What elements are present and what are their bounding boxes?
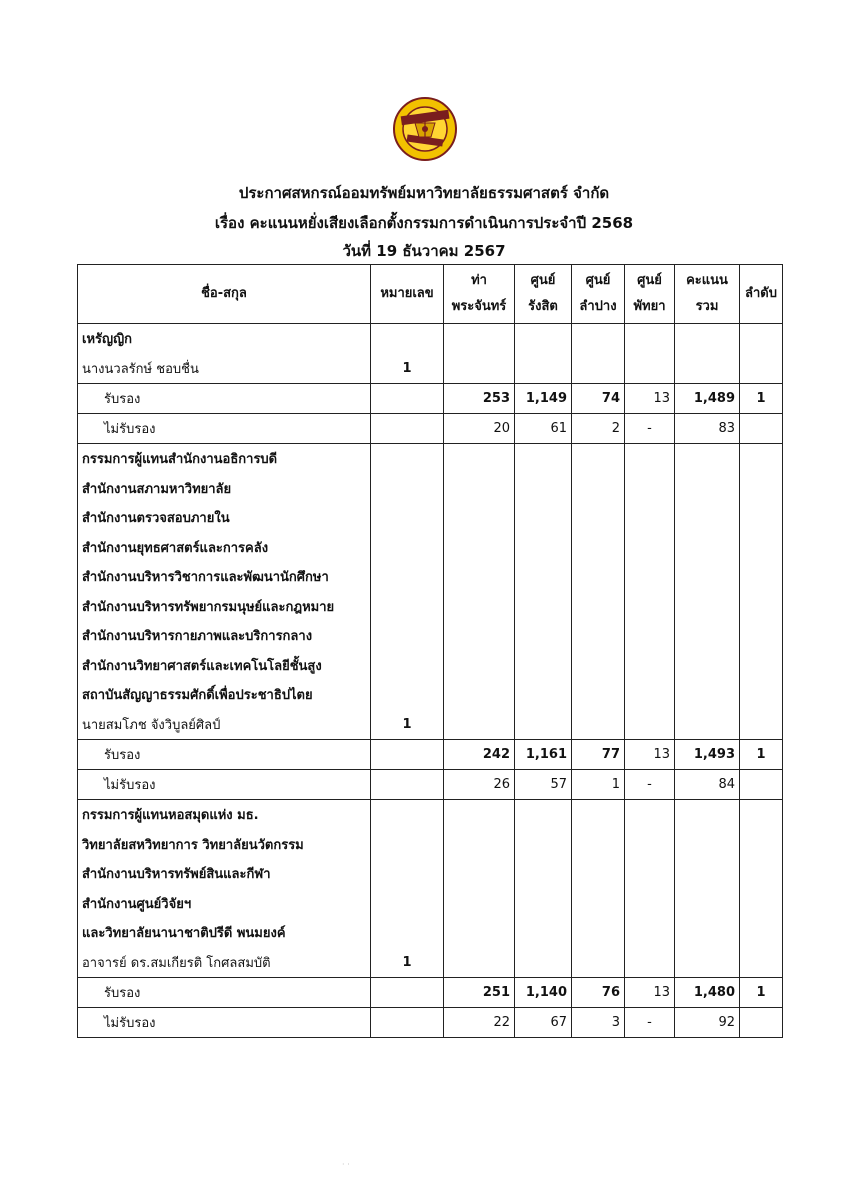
empty-cell bbox=[675, 710, 740, 740]
empty-cell bbox=[740, 503, 783, 533]
empty-cell bbox=[625, 444, 675, 474]
empty-cell bbox=[444, 592, 515, 622]
category-label: สำนักงานศูนย์วิจัยฯ bbox=[78, 889, 371, 919]
lampang-value: 2 bbox=[572, 414, 625, 444]
pattaya-value: 13 bbox=[625, 384, 675, 414]
empty-cell bbox=[675, 562, 740, 592]
empty-cell bbox=[371, 414, 444, 444]
disapprove-label: ไม่รับรอง bbox=[78, 1008, 371, 1038]
empty-cell bbox=[572, 474, 625, 504]
table-header-row bbox=[78, 265, 783, 324]
header-pattaya: ศูนย์ พัทยา bbox=[625, 265, 675, 324]
category-row bbox=[78, 621, 783, 651]
empty-cell bbox=[675, 474, 740, 504]
empty-cell bbox=[371, 978, 444, 1008]
empty-cell bbox=[572, 889, 625, 919]
candidate-number: 1 bbox=[371, 948, 444, 978]
rank-value bbox=[740, 1008, 783, 1038]
empty-cell bbox=[675, 651, 740, 681]
lampang-value: 77 bbox=[572, 740, 625, 770]
candidate-row bbox=[78, 354, 783, 384]
disapprove-row bbox=[78, 1008, 783, 1038]
header-number: หมายเลข bbox=[371, 265, 444, 324]
empty-cell bbox=[675, 533, 740, 563]
empty-cell bbox=[625, 621, 675, 651]
empty-cell bbox=[444, 503, 515, 533]
category-label: สำนักงานบริหารทรัพยากรมนุษย์และกฎหมาย bbox=[78, 592, 371, 622]
candidate-number bbox=[371, 918, 444, 948]
thaprachan-value: 20 bbox=[444, 414, 515, 444]
rank-value bbox=[740, 770, 783, 800]
empty-cell bbox=[675, 918, 740, 948]
empty-cell bbox=[515, 354, 572, 384]
empty-cell bbox=[515, 710, 572, 740]
total-value: 84 bbox=[675, 770, 740, 800]
empty-cell bbox=[675, 859, 740, 889]
approve-label: รับรอง bbox=[78, 978, 371, 1008]
empty-cell bbox=[625, 503, 675, 533]
candidate-number bbox=[371, 680, 444, 710]
empty-cell bbox=[740, 324, 783, 354]
category-label: สำนักงานบริหารกายภาพและบริการกลาง bbox=[78, 621, 371, 651]
empty-cell bbox=[444, 948, 515, 978]
empty-cell bbox=[371, 1008, 444, 1038]
empty-cell bbox=[444, 651, 515, 681]
empty-cell bbox=[515, 918, 572, 948]
empty-cell bbox=[515, 859, 572, 889]
empty-cell bbox=[675, 889, 740, 919]
empty-cell bbox=[444, 889, 515, 919]
category-row bbox=[78, 830, 783, 860]
candidate-number bbox=[371, 651, 444, 681]
rank-value: 1 bbox=[740, 740, 783, 770]
empty-cell bbox=[444, 830, 515, 860]
empty-cell bbox=[740, 948, 783, 978]
empty-cell bbox=[371, 384, 444, 414]
empty-cell bbox=[625, 474, 675, 504]
date-line: วันที่ 19 ธันวาคม 2567 bbox=[342, 242, 506, 260]
empty-cell bbox=[740, 621, 783, 651]
candidate-number bbox=[371, 800, 444, 830]
empty-cell bbox=[444, 533, 515, 563]
candidate-number: 1 bbox=[371, 710, 444, 740]
header-thaprachan: ท่า พระจันทร์ bbox=[444, 265, 515, 324]
header-name: ชื่อ-สกุล bbox=[78, 265, 371, 324]
total-value: 1,480 bbox=[675, 978, 740, 1008]
empty-cell bbox=[740, 444, 783, 474]
empty-cell bbox=[515, 651, 572, 681]
empty-cell bbox=[625, 710, 675, 740]
candidate-row bbox=[78, 948, 783, 978]
empty-cell bbox=[740, 533, 783, 563]
empty-cell bbox=[740, 680, 783, 710]
approve-label: รับรอง bbox=[78, 384, 371, 414]
header-lampang: ศูนย์ ลำปาง bbox=[572, 265, 625, 324]
empty-cell bbox=[444, 562, 515, 592]
empty-cell bbox=[444, 710, 515, 740]
empty-cell bbox=[625, 562, 675, 592]
empty-cell bbox=[740, 830, 783, 860]
candidate-number bbox=[371, 324, 444, 354]
candidate-name: อาจารย์ ดร.สมเกียรติ โกศลสมบัติ bbox=[78, 948, 371, 978]
rangsit-value: 67 bbox=[515, 1008, 572, 1038]
candidate-number bbox=[371, 533, 444, 563]
empty-cell bbox=[572, 592, 625, 622]
category-label: สำนักงานบริหารวิชาการและพัฒนานักศึกษา bbox=[78, 562, 371, 592]
category-row bbox=[78, 533, 783, 563]
rangsit-value: 61 bbox=[515, 414, 572, 444]
category-row bbox=[78, 651, 783, 681]
category-row bbox=[78, 918, 783, 948]
category-row bbox=[78, 680, 783, 710]
pattaya-value: - bbox=[625, 414, 675, 444]
candidate-number bbox=[371, 859, 444, 889]
empty-cell bbox=[625, 800, 675, 830]
empty-cell bbox=[625, 830, 675, 860]
empty-cell bbox=[625, 592, 675, 622]
empty-cell bbox=[625, 354, 675, 384]
empty-cell bbox=[572, 444, 625, 474]
category-row bbox=[78, 592, 783, 622]
empty-cell bbox=[675, 948, 740, 978]
empty-cell bbox=[675, 592, 740, 622]
empty-cell bbox=[572, 710, 625, 740]
empty-cell bbox=[625, 859, 675, 889]
header-total: คะแนน รวม bbox=[675, 265, 740, 324]
rangsit-value: 57 bbox=[515, 770, 572, 800]
empty-cell bbox=[444, 621, 515, 651]
table-body bbox=[78, 324, 783, 1038]
candidate-number: 1 bbox=[371, 354, 444, 384]
pattaya-value: 13 bbox=[625, 978, 675, 1008]
empty-cell bbox=[515, 562, 572, 592]
category-label: สำนักงานวิทยาศาสตร์และเทคโนโลยีชั้นสูง bbox=[78, 651, 371, 681]
category-row bbox=[78, 324, 783, 354]
empty-cell bbox=[625, 533, 675, 563]
category-label: สำนักงานยุทธศาสตร์และการคลัง bbox=[78, 533, 371, 563]
candidate-row bbox=[78, 710, 783, 740]
empty-cell bbox=[572, 651, 625, 681]
empty-cell bbox=[444, 800, 515, 830]
title-line-1: ประกาศสหกรณ์ออมทรัพย์มหาวิทยาลัยธรรมศาสตร์ จำกัด bbox=[238, 184, 610, 202]
lampang-value: 74 bbox=[572, 384, 625, 414]
empty-cell bbox=[572, 680, 625, 710]
empty-cell bbox=[515, 800, 572, 830]
empty-cell bbox=[625, 324, 675, 354]
empty-cell bbox=[515, 324, 572, 354]
category-row bbox=[78, 800, 783, 830]
lampang-value: 3 bbox=[572, 1008, 625, 1038]
scan-mark: · · bbox=[342, 1160, 350, 1169]
candidate-number bbox=[371, 444, 444, 474]
empty-cell bbox=[740, 710, 783, 740]
seal-icon bbox=[371, 97, 479, 161]
empty-cell bbox=[625, 948, 675, 978]
category-row bbox=[78, 474, 783, 504]
empty-cell bbox=[444, 444, 515, 474]
empty-cell bbox=[740, 474, 783, 504]
empty-cell bbox=[572, 354, 625, 384]
empty-cell bbox=[515, 533, 572, 563]
total-value: 1,493 bbox=[675, 740, 740, 770]
empty-cell bbox=[572, 621, 625, 651]
thaprachan-value: 251 bbox=[444, 978, 515, 1008]
category-label: สำนักงานสภามหาวิทยาลัย bbox=[78, 474, 371, 504]
disapprove-row bbox=[78, 414, 783, 444]
empty-cell bbox=[444, 859, 515, 889]
approve-row bbox=[78, 384, 783, 414]
total-value: 1,489 bbox=[675, 384, 740, 414]
empty-cell bbox=[740, 592, 783, 622]
category-row bbox=[78, 444, 783, 474]
lampang-value: 1 bbox=[572, 770, 625, 800]
empty-cell bbox=[515, 474, 572, 504]
empty-cell bbox=[675, 354, 740, 384]
header-rank: ลำดับ bbox=[740, 265, 783, 324]
empty-cell bbox=[572, 324, 625, 354]
logo bbox=[371, 97, 479, 161]
empty-cell bbox=[515, 680, 572, 710]
empty-cell bbox=[444, 680, 515, 710]
category-label: สำนักงานตรวจสอบภายใน bbox=[78, 503, 371, 533]
category-label: สำนักงานบริหารทรัพย์สินและกีฬา bbox=[78, 859, 371, 889]
empty-cell bbox=[572, 562, 625, 592]
empty-cell bbox=[572, 918, 625, 948]
empty-cell bbox=[515, 503, 572, 533]
candidate-number bbox=[371, 503, 444, 533]
candidate-name: นางนวลรักษ์ ชอบชื่น bbox=[78, 354, 371, 384]
empty-cell bbox=[515, 592, 572, 622]
category-label: กรรมการผู้แทนหอสมุดแห่ง มธ. bbox=[78, 800, 371, 830]
candidate-name: นายสมโภช จังวิบูลย์ศิลป์ bbox=[78, 710, 371, 740]
empty-cell bbox=[740, 354, 783, 384]
pattaya-value: - bbox=[625, 1008, 675, 1038]
thaprachan-value: 253 bbox=[444, 384, 515, 414]
empty-cell bbox=[740, 800, 783, 830]
header-rangsit: ศูนย์ รังสิต bbox=[515, 265, 572, 324]
empty-cell bbox=[444, 474, 515, 504]
empty-cell bbox=[515, 621, 572, 651]
rank-value: 1 bbox=[740, 978, 783, 1008]
empty-cell bbox=[572, 948, 625, 978]
pattaya-value: 13 bbox=[625, 740, 675, 770]
empty-cell bbox=[740, 859, 783, 889]
empty-cell bbox=[675, 444, 740, 474]
category-label: เหรัญญิก bbox=[78, 324, 371, 354]
rangsit-value: 1,149 bbox=[515, 384, 572, 414]
category-row bbox=[78, 503, 783, 533]
category-label: และวิทยาลัยนานาชาติปรีดี พนมยงค์ bbox=[78, 918, 371, 948]
empty-cell bbox=[675, 830, 740, 860]
empty-cell bbox=[740, 651, 783, 681]
category-label: กรรมการผู้แทนสำนักงานอธิการบดี bbox=[78, 444, 371, 474]
empty-cell bbox=[444, 354, 515, 384]
empty-cell bbox=[572, 503, 625, 533]
empty-cell bbox=[444, 324, 515, 354]
total-value: 92 bbox=[675, 1008, 740, 1038]
disapprove-label: ไม่รับรอง bbox=[78, 414, 371, 444]
thaprachan-value: 26 bbox=[444, 770, 515, 800]
empty-cell bbox=[625, 918, 675, 948]
empty-cell bbox=[675, 680, 740, 710]
empty-cell bbox=[675, 800, 740, 830]
empty-cell bbox=[444, 918, 515, 948]
empty-cell bbox=[625, 680, 675, 710]
disapprove-label: ไม่รับรอง bbox=[78, 770, 371, 800]
lampang-value: 76 bbox=[572, 978, 625, 1008]
thaprachan-value: 242 bbox=[444, 740, 515, 770]
title-line-2: เรื่อง คะแนนหยั่งเสียงเลือกตั้งกรรมการดำเนินการประจำปี 2568 bbox=[214, 214, 634, 232]
candidate-number bbox=[371, 474, 444, 504]
empty-cell bbox=[675, 503, 740, 533]
vote-results-table bbox=[77, 264, 783, 1038]
empty-cell bbox=[371, 740, 444, 770]
rangsit-value: 1,161 bbox=[515, 740, 572, 770]
approve-row bbox=[78, 978, 783, 1008]
empty-cell bbox=[675, 621, 740, 651]
approve-label: รับรอง bbox=[78, 740, 371, 770]
pattaya-value: - bbox=[625, 770, 675, 800]
category-row bbox=[78, 859, 783, 889]
thaprachan-value: 22 bbox=[444, 1008, 515, 1038]
candidate-number bbox=[371, 889, 444, 919]
rangsit-value: 1,140 bbox=[515, 978, 572, 1008]
category-row bbox=[78, 562, 783, 592]
empty-cell bbox=[675, 324, 740, 354]
empty-cell bbox=[572, 800, 625, 830]
rank-value: 1 bbox=[740, 384, 783, 414]
category-label: วิทยาลัยสหวิทยาการ วิทยาลัยนวัตกรรม bbox=[78, 830, 371, 860]
empty-cell bbox=[740, 918, 783, 948]
disapprove-row bbox=[78, 770, 783, 800]
empty-cell bbox=[740, 889, 783, 919]
candidate-number bbox=[371, 562, 444, 592]
empty-cell bbox=[572, 859, 625, 889]
empty-cell bbox=[515, 948, 572, 978]
empty-cell bbox=[515, 889, 572, 919]
empty-cell bbox=[371, 770, 444, 800]
empty-cell bbox=[572, 533, 625, 563]
empty-cell bbox=[625, 889, 675, 919]
category-label: สถาบันสัญญาธรรมศักดิ์เพื่อประชาธิปไตย bbox=[78, 680, 371, 710]
candidate-number bbox=[371, 592, 444, 622]
empty-cell bbox=[515, 444, 572, 474]
total-value: 83 bbox=[675, 414, 740, 444]
empty-cell bbox=[740, 562, 783, 592]
candidate-number bbox=[371, 830, 444, 860]
empty-cell bbox=[515, 830, 572, 860]
category-row bbox=[78, 889, 783, 919]
rank-value bbox=[740, 414, 783, 444]
candidate-number bbox=[371, 621, 444, 651]
empty-cell bbox=[625, 651, 675, 681]
approve-row bbox=[78, 740, 783, 770]
empty-cell bbox=[572, 830, 625, 860]
